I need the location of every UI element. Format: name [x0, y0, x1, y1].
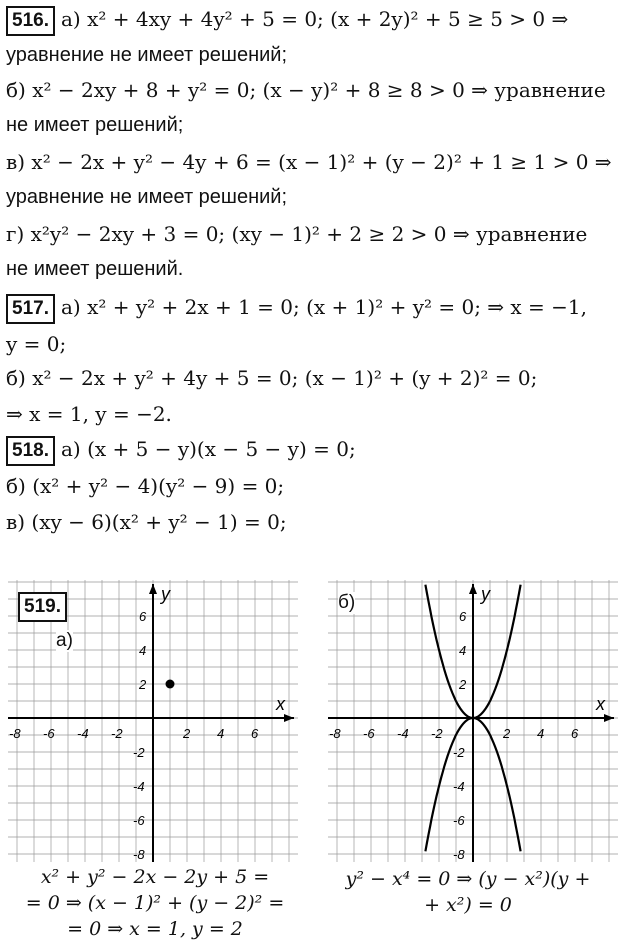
caption-a-3: = 0 ⇒ x = 1, y = 2 — [67, 918, 243, 940]
graph-a-y-tick-label: 4 — [139, 643, 147, 658]
graph-b-y-tick-label: 2 — [459, 677, 467, 692]
graph-a-y-tick-label: -8 — [133, 847, 145, 862]
graph-b-y-axis-label: y — [481, 584, 490, 604]
p516-a2: уравнение не имеет решений; — [6, 44, 288, 66]
problem-number-518: 518. — [6, 436, 55, 466]
p518-line-a — [6, 436, 356, 466]
graph-b-y-tick-label: 6 — [459, 609, 467, 624]
graph-a — [8, 580, 298, 862]
p517-line-a — [6, 294, 587, 324]
graph-a-y-arrow — [149, 584, 157, 594]
graph-b-label: б) — [338, 592, 356, 613]
caption-b-2: + x²) = 0 — [424, 894, 512, 916]
p516-v2: уравнение не имеет решений; — [6, 186, 288, 208]
graph-b-x-tick-label: 4 — [537, 726, 545, 741]
graph-b-x-tick-label: -8 — [329, 726, 341, 741]
graph-a-x-tick-label: -8 — [9, 726, 21, 741]
graph-b-x-tick-label: -6 — [363, 726, 375, 741]
graph-a-x-axis-label: x — [276, 694, 285, 714]
graph-b-y-tick-label: -6 — [453, 813, 465, 828]
p516-g2: не имеет решений. — [6, 258, 184, 280]
graph-b-x-axis-label: x — [596, 694, 605, 714]
graph-b — [328, 580, 618, 862]
graph-a-x-tick-label: -4 — [77, 726, 89, 741]
graph-b-y-tick-label: -4 — [453, 779, 465, 794]
graph-b-x-tick-label: -4 — [397, 726, 409, 741]
p516-g: г) x²y² − 2xy + 3 = 0; (xy − 1)² + 2 ≥ 2 > 0 ⇒ уравнение — [6, 222, 588, 246]
graph-a-x-tick-label: 4 — [217, 726, 225, 741]
graph-a-y-tick-label: -6 — [133, 813, 145, 828]
graph-a-y-tick-label: 6 — [139, 609, 147, 624]
p516-v: в) x² − 2x + y² − 4y + 6 = (x − 1)² + (y − 2)² + 1 ≥ 1 > 0 ⇒ — [6, 150, 612, 174]
p516-b: б) x² − 2xy + 8 + y² = 0; (x − y)² + 8 ≥ 8 > 0 ⇒ уравнение — [6, 78, 606, 102]
graph-a-y-tick-label: -4 — [133, 779, 145, 794]
graph-a-x-tick-label: 2 — [183, 726, 191, 741]
graph-a-y-tick-label: 2 — [139, 677, 147, 692]
graph-a-data-point — [166, 680, 175, 689]
graph-b-y-tick-label: 4 — [459, 643, 467, 658]
problem-number-519: 519. — [18, 592, 67, 622]
graph-a-x-tick-label: -2 — [111, 726, 123, 741]
graph-b-y-tick-label: -2 — [453, 745, 465, 760]
caption-b-1: y² − x⁴ = 0 ⇒ (y − x²)(y + — [345, 868, 591, 890]
graph-a-y-tick-label: -2 — [133, 745, 145, 760]
problem-number-516: 516. — [6, 6, 55, 36]
graph-a-x-tick-label: 6 — [251, 726, 259, 741]
graph-b-y-arrow — [469, 584, 477, 594]
graph-a-x-tick-label: -6 — [43, 726, 55, 741]
p517-a: а) x² + y² + 2x + 1 = 0; (x + 1)² + y² = 0; ⇒ x = −1, — [60, 295, 588, 319]
p518-a: а) (x + 5 − y)(x − 5 − y) = 0; — [60, 437, 356, 461]
p516-a: а) x² + 4xy + 4y² + 5 = 0; (x + 2y)² + 5 ≥ 5 > 0 ⇒ — [60, 7, 569, 31]
graph-b-x-tick-label: 2 — [503, 726, 511, 741]
p518-v: в) (xy − 6)(x² + y² − 1) = 0; — [6, 510, 287, 534]
graph-b-y-tick-label: -8 — [453, 847, 465, 862]
graph-a-y-axis-label: y — [161, 584, 170, 604]
p517-b: б) x² − 2x + y² + 4y + 5 = 0; (x − 1)² + (y + 2)² = 0; — [6, 366, 538, 390]
graph-b-x-tick-label: -2 — [431, 726, 443, 741]
graph-b-x-tick-label: 6 — [571, 726, 579, 741]
p517-b2: ⇒ x = 1, y = −2. — [6, 402, 172, 426]
p518-b: б) (x² + y² − 4)(y² − 9) = 0; — [6, 474, 285, 498]
graph-a-label: а) — [56, 630, 73, 651]
caption-a-2: = 0 ⇒ (x − 1)² + (y − 2)² = — [25, 892, 285, 914]
caption-a-1: x² + y² − 2x − 2y + 5 = — [40, 866, 270, 888]
problem-number-517: 517. — [6, 294, 55, 324]
p517-a2: y = 0; — [6, 332, 67, 356]
p516-b2: не имеет решений; — [6, 114, 184, 136]
p516-line-a — [6, 6, 568, 36]
